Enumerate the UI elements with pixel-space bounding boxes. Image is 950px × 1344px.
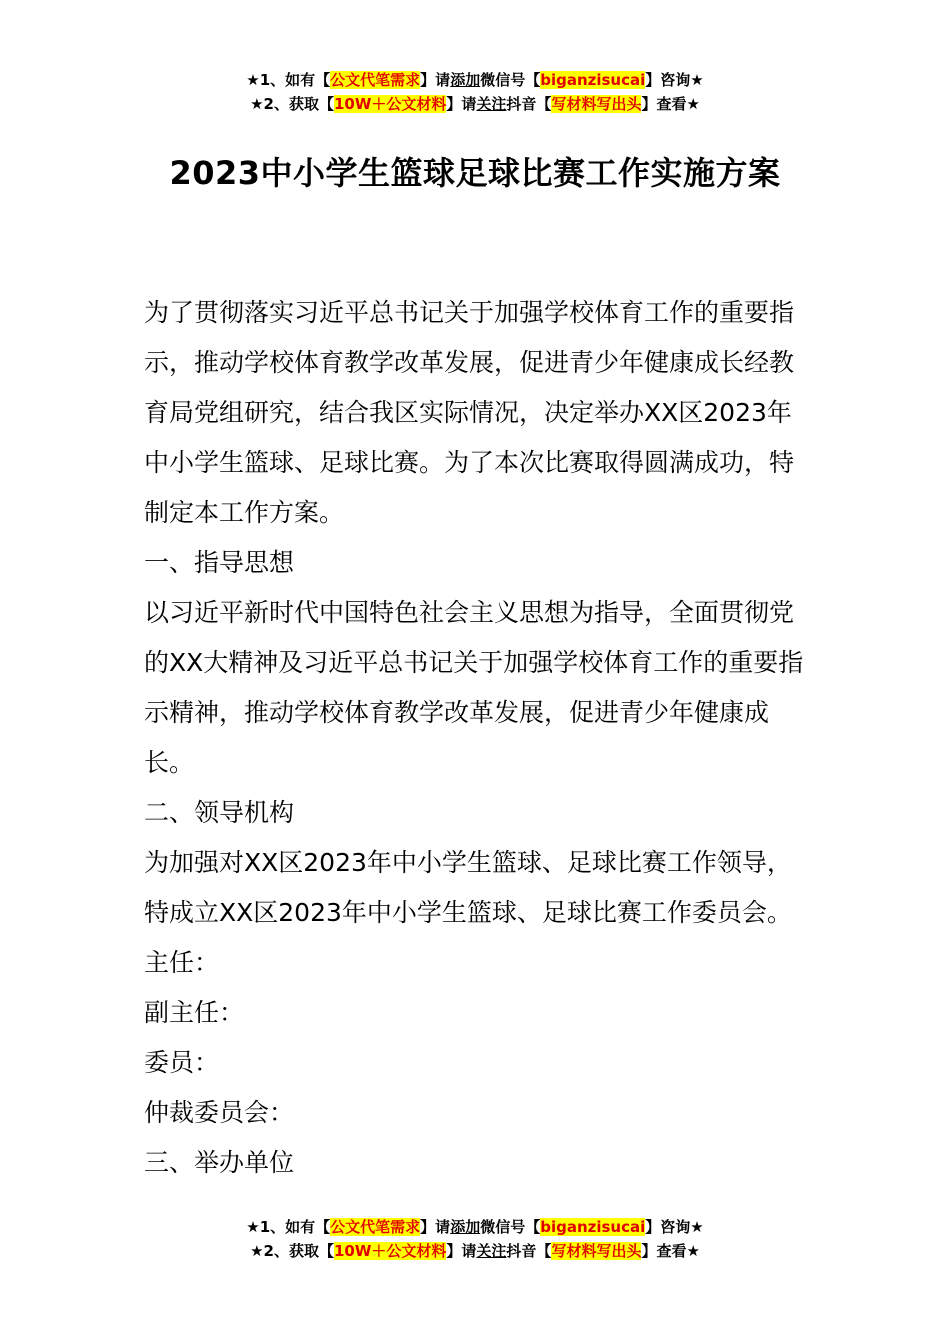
field-members: 委员： bbox=[144, 1048, 220, 1077]
banner-underlined-text: 关注 bbox=[476, 95, 507, 113]
banner-text: 】请 bbox=[420, 1218, 451, 1236]
banner-line-2 bbox=[0, 92, 950, 116]
highlight-douyin-id: 写材料写出头 bbox=[551, 95, 642, 113]
banner-text: 抖音【 bbox=[506, 95, 552, 113]
highlight-service: 公文代笔需求 bbox=[330, 71, 421, 89]
highlight-wechat-id: biganzisucai bbox=[540, 71, 646, 89]
banner-line-2 bbox=[0, 1239, 950, 1263]
banner-text: 】请 bbox=[446, 1242, 477, 1260]
paragraph-guiding-ideology: 以习近平新时代中国特色社会主义思想为指导，全面贯彻党的XX大精神及习近平总书记关于加强学校体育工作的重要指示精神，推动学校体育教学改革发展，促进青少年健康成长。 bbox=[144, 598, 804, 777]
field-deputy-director: 副主任： bbox=[144, 998, 245, 1027]
header-banner bbox=[0, 68, 950, 116]
banner-text: 微信号【 bbox=[480, 71, 541, 89]
banner-line-1 bbox=[0, 1215, 950, 1239]
highlight-douyin-id: 写材料写出头 bbox=[551, 1242, 642, 1260]
banner-text: 】请 bbox=[420, 71, 451, 89]
document-body bbox=[144, 288, 808, 1188]
banner-text: 】查看★ bbox=[641, 95, 700, 113]
banner-text: ★1、如有【 bbox=[246, 71, 331, 89]
document-title: 2023中小学生篮球足球比赛工作实施方案 bbox=[169, 154, 781, 192]
section-heading-1: 一、指导思想 bbox=[144, 548, 295, 577]
highlight-materials: 10W＋公文材料 bbox=[333, 95, 447, 113]
footer-banner bbox=[0, 1215, 950, 1263]
banner-underlined-text: 添加 bbox=[450, 1218, 481, 1236]
banner-text: ★2、获取【 bbox=[250, 1242, 334, 1260]
highlight-materials: 10W＋公文材料 bbox=[333, 1242, 447, 1260]
banner-text: 】请 bbox=[446, 95, 477, 113]
banner-text: ★1、如有【 bbox=[246, 1218, 331, 1236]
banner-text: 抖音【 bbox=[506, 1242, 552, 1260]
paragraph-intro: 为了贯彻落实习近平总书记关于加强学校体育工作的重要指示，推动学校体育教学改革发展，促进青少年健康成长经教育局党组研究，结合我区实际情况，决定举办XX区2023年中小学生篮球、足球比赛。为了本次比赛取得圆满成功，特制定本工作方案。 bbox=[144, 298, 795, 527]
banner-text: 】咨询★ bbox=[645, 71, 704, 89]
banner-text: 】查看★ bbox=[641, 1242, 700, 1260]
paragraph-leadership: 为加强对XX区2023年中小学生篮球、足球比赛工作领导，特成立XX区2023年中小学生篮球、足球比赛工作委员会。 bbox=[144, 848, 792, 927]
banner-line-1 bbox=[0, 68, 950, 92]
highlight-wechat-id: biganzisucai bbox=[540, 1218, 646, 1236]
section-heading-2: 二、领导机构 bbox=[144, 798, 295, 827]
banner-text: 微信号【 bbox=[480, 1218, 541, 1236]
field-arbitration-committee: 仲裁委员会： bbox=[144, 1098, 295, 1127]
highlight-service: 公文代笔需求 bbox=[330, 1218, 421, 1236]
field-director: 主任： bbox=[144, 948, 220, 977]
section-heading-3: 三、举办单位 bbox=[144, 1148, 295, 1177]
banner-underlined-text: 关注 bbox=[476, 1242, 507, 1260]
banner-underlined-text: 添加 bbox=[450, 71, 481, 89]
banner-text: ★2、获取【 bbox=[250, 95, 334, 113]
banner-text: 】咨询★ bbox=[645, 1218, 704, 1236]
